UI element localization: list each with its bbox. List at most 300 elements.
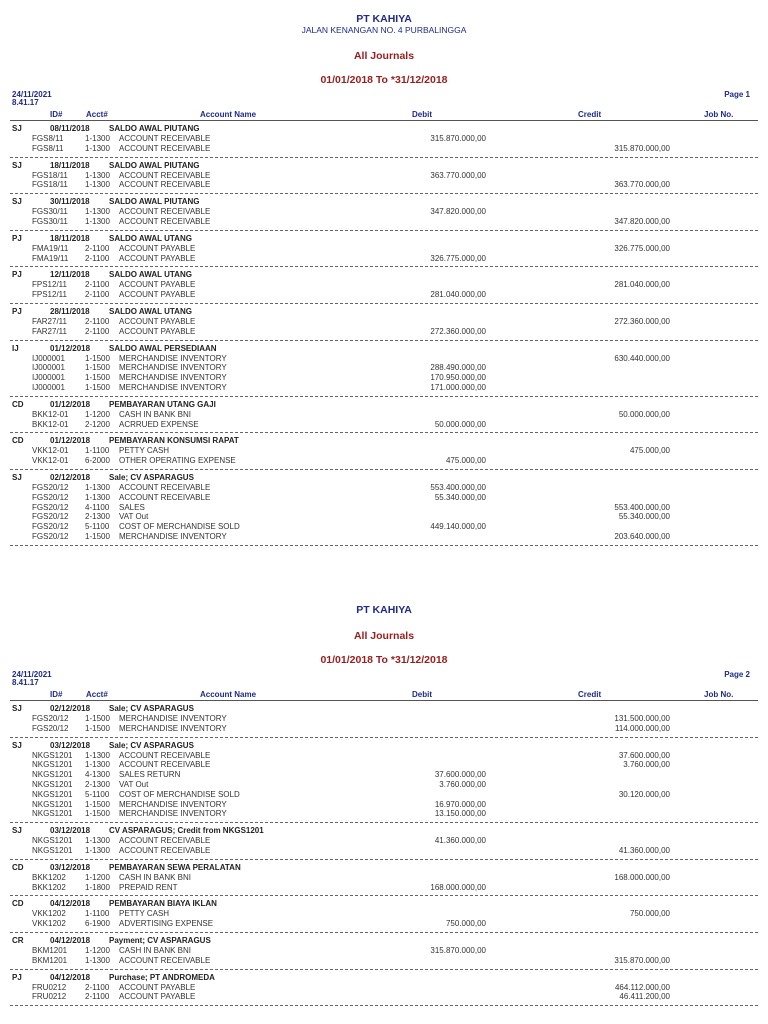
line-account-name: MERCHANDISE INVENTORY xyxy=(119,809,227,819)
col-credit: Credit xyxy=(578,110,602,119)
line-account-number: 1-1300 xyxy=(85,482,110,492)
entry-header xyxy=(10,826,758,836)
entry-header xyxy=(10,161,758,171)
line-account-number: 2-1300 xyxy=(85,512,110,522)
report-page-2 xyxy=(0,598,768,1006)
line-account-name: MERCHANDISE INVENTORY xyxy=(119,714,227,723)
line-account-name: VAT Out xyxy=(119,779,149,789)
line-id: IJ000001 xyxy=(32,373,65,383)
journal-line xyxy=(10,909,758,919)
line-account-number: 2-1300 xyxy=(85,779,110,789)
line-account-name: ACCOUNT RECEIVABLE xyxy=(119,955,211,965)
line-account-number: 5-1100 xyxy=(85,789,110,799)
entry-memo: SALDO AWAL PIUTANG xyxy=(109,124,200,133)
journal-line xyxy=(10,217,758,227)
source-code: PJ xyxy=(12,306,22,316)
line-account-name: ACCOUNT PAYABLE xyxy=(119,992,196,1002)
source-code: CD xyxy=(12,399,24,409)
journal-line xyxy=(10,760,758,770)
journal-line xyxy=(10,483,758,493)
line-credit: 315.870.000,00 xyxy=(614,955,670,965)
entry-memo: Purchase; PT ANDROMEDA xyxy=(109,972,215,982)
line-credit: 55.340.000,00 xyxy=(618,512,670,522)
col-job-no: Job No. xyxy=(704,690,734,699)
date-range: 01/01/2018 To *31/12/2018 xyxy=(320,654,448,666)
line-account-number: 1-1500 xyxy=(85,363,110,373)
line-debit: 363.770.000,00 xyxy=(430,170,486,180)
journal-line xyxy=(10,493,758,503)
entry-date: 08/11/2018 xyxy=(50,124,90,133)
line-debit: 326.775.000,00 xyxy=(430,253,486,263)
line-account-name: MERCHANDISE INVENTORY xyxy=(119,353,227,363)
line-id: FAR27/11 xyxy=(32,326,67,336)
journal-line xyxy=(10,846,758,856)
line-account-name: CASH IN BANK BNI xyxy=(119,409,192,419)
line-account-number: 1-1500 xyxy=(85,799,110,809)
line-credit: 363.770.000,00 xyxy=(614,180,670,190)
line-id: FGS20/12 xyxy=(32,723,69,733)
line-account-number: 1-1300 xyxy=(85,492,110,502)
entry-date: 01/12/2018 xyxy=(50,343,91,353)
journal-line xyxy=(10,144,758,154)
line-id: NKGS1201 xyxy=(32,779,73,789)
source-code: CR xyxy=(12,935,24,945)
entry-header xyxy=(10,124,758,134)
entry-header xyxy=(10,307,758,317)
journal-line xyxy=(10,532,758,542)
line-account-number: 4-1300 xyxy=(85,770,110,780)
line-debit: 13.150.000,00 xyxy=(434,809,486,819)
line-account-name: PETTY CASH xyxy=(119,909,170,919)
journal-line xyxy=(10,420,758,430)
line-id: FAR27/11 xyxy=(32,316,67,326)
line-account-number: 1-1100 xyxy=(85,446,110,456)
source-code: CD xyxy=(12,436,24,446)
journal-line xyxy=(10,383,758,393)
col-acct: Acct# xyxy=(86,690,108,699)
entry-memo: Sale; CV ASPARAGUS xyxy=(109,704,194,713)
line-credit: 347.820.000,00 xyxy=(614,216,670,226)
journal-line xyxy=(10,883,758,893)
line-credit: 50.000.000,00 xyxy=(618,409,670,419)
journal-entry xyxy=(10,267,758,304)
journal-entry xyxy=(10,194,758,231)
line-account-name: MERCHANDISE INVENTORY xyxy=(119,382,227,392)
line-debit: 288.490.000,00 xyxy=(430,363,486,373)
line-debit: 37.600.000,00 xyxy=(434,770,486,780)
line-id: FGS8/11 xyxy=(32,143,64,153)
line-id: VKK12-01 xyxy=(32,456,69,466)
line-account-name: CASH IN BANK BNI xyxy=(119,945,192,955)
line-account-number: 1-1300 xyxy=(85,143,110,153)
line-account-number: 1-1300 xyxy=(85,836,110,846)
journal-line xyxy=(10,280,758,290)
line-credit: 168.000.000,00 xyxy=(614,872,670,882)
line-account-number: 2-1100 xyxy=(85,290,110,300)
col-debit: Debit xyxy=(412,110,432,119)
line-debit: 168.000.000,00 xyxy=(430,882,486,892)
entry-memo: PEMBAYARAN SEWA PERALATAN xyxy=(109,862,241,872)
line-credit: 272.360.000,00 xyxy=(614,316,670,326)
line-credit: 464.112.000,00 xyxy=(614,982,670,992)
journal-line xyxy=(10,180,758,190)
line-id: BKK12-01 xyxy=(32,409,69,419)
company-name: PT KAHIYA xyxy=(356,604,412,616)
journal-line xyxy=(10,354,758,364)
journal-entry xyxy=(10,341,758,397)
line-account-name: ACCOUNT PAYABLE xyxy=(119,253,196,263)
line-id: BKK12-01 xyxy=(32,419,69,429)
line-account-number: 1-1300 xyxy=(85,750,110,760)
line-id: BKM1201 xyxy=(32,945,68,955)
report-title: All Journals xyxy=(353,630,415,642)
entry-date: 28/11/2018 xyxy=(50,306,90,316)
col-account-name: Account Name xyxy=(200,110,257,119)
entry-date: 04/12/2018 xyxy=(50,899,91,909)
line-credit: 3.760.000,00 xyxy=(623,760,670,770)
line-debit: 315.870.000,00 xyxy=(430,945,486,955)
source-code: CD xyxy=(12,862,24,872)
line-account-name: ACCOUNT PAYABLE xyxy=(119,316,196,326)
line-id: NKGS1201 xyxy=(32,809,73,819)
entry-header xyxy=(10,973,758,983)
line-account-number: 1-1300 xyxy=(85,955,110,965)
entry-memo: SALDO AWAL UTANG xyxy=(109,270,192,280)
entry-memo: SALDO AWAL PERSEDIAAN xyxy=(109,343,217,353)
line-account-number: 1-1500 xyxy=(85,373,110,383)
print-time: 8.41.17 xyxy=(12,678,39,687)
journal-line xyxy=(10,456,758,466)
journal-entry xyxy=(10,158,758,195)
entry-header xyxy=(10,270,758,280)
journal-entry xyxy=(10,933,758,970)
journal-line xyxy=(10,446,758,456)
line-account-name: OTHER OPERATING EXPENSE xyxy=(119,456,236,466)
col-id: ID# xyxy=(50,690,63,699)
journal-line xyxy=(10,134,758,144)
line-account-number: 2-1100 xyxy=(85,316,110,326)
print-meta xyxy=(0,90,768,110)
line-account-number: 6-2000 xyxy=(85,456,110,466)
line-account-name: ACCOUNT RECEIVABLE xyxy=(119,492,211,502)
line-id: FGS18/11 xyxy=(32,180,68,190)
line-id: NKGS1201 xyxy=(32,799,73,809)
line-account-name: MERCHANDISE INVENTORY xyxy=(119,799,227,809)
col-job-no: Job No. xyxy=(704,110,734,119)
line-account-number: 1-1800 xyxy=(85,882,110,892)
entry-date: 03/12/2018 xyxy=(50,826,91,836)
journal-entry xyxy=(10,470,758,546)
line-credit: 30.120.000,00 xyxy=(618,789,670,799)
line-id: VKK1202 xyxy=(32,909,66,919)
line-account-number: 1-1500 xyxy=(85,353,110,363)
line-debit: 41.360.000,00 xyxy=(434,836,486,846)
line-id: BKK1202 xyxy=(32,872,66,882)
line-account-name: ACCOUNT RECEIVABLE xyxy=(119,836,211,846)
source-code: PJ xyxy=(12,233,22,243)
line-id: FPS12/11 xyxy=(32,290,67,300)
line-account-name: ACCOUNT PAYABLE xyxy=(119,280,196,290)
line-id: FGS8/11 xyxy=(32,134,64,143)
line-account-number: 5-1100 xyxy=(85,522,110,532)
line-id: NKGS1201 xyxy=(32,760,73,770)
journal-line xyxy=(10,836,758,846)
line-account-number: 2-1100 xyxy=(85,243,110,253)
journal-line xyxy=(10,956,758,966)
entry-memo: Sale; CV ASPARAGUS xyxy=(109,472,194,482)
line-credit: 281.040.000,00 xyxy=(614,280,670,290)
line-account-number: 1-1300 xyxy=(85,180,110,190)
entry-date: 18/11/2018 xyxy=(50,160,90,170)
line-credit: 630.440.000,00 xyxy=(614,353,670,363)
line-account-name: ACCOUNT RECEIVABLE xyxy=(119,143,211,153)
journal-entry xyxy=(10,121,758,158)
line-account-number: 2-1100 xyxy=(85,982,110,992)
entry-memo: CV ASPARAGUS; Credit from NKGS1201 xyxy=(109,826,264,836)
line-id: IJ000001 xyxy=(32,382,65,392)
print-meta xyxy=(0,670,768,690)
journal-entry xyxy=(10,860,758,897)
journal-line xyxy=(10,992,758,1002)
line-account-number: 2-1100 xyxy=(85,992,110,1002)
source-code: SJ xyxy=(12,124,22,133)
journal-line xyxy=(10,800,758,810)
entry-header xyxy=(10,436,758,446)
entry-header xyxy=(10,704,758,714)
line-id: FGS18/11 xyxy=(32,170,68,180)
line-account-name: ACCOUNT RECEIVABLE xyxy=(119,482,211,492)
entry-header xyxy=(10,473,758,483)
line-account-name: ACCOUNT RECEIVABLE xyxy=(119,760,211,770)
entry-memo: SALDO AWAL PIUTANG xyxy=(109,197,200,207)
entry-header xyxy=(10,234,758,244)
page-number: Page 2 xyxy=(724,670,750,679)
line-debit: 449.140.000,00 xyxy=(430,522,486,532)
entry-date: 02/12/2018 xyxy=(50,472,91,482)
journal-line xyxy=(10,873,758,883)
line-account-name: MERCHANDISE INVENTORY xyxy=(119,363,227,373)
line-account-number: 1-1200 xyxy=(85,945,110,955)
line-account-name: SALES xyxy=(119,502,145,512)
entry-header xyxy=(10,936,758,946)
line-id: FGS20/12 xyxy=(32,512,69,522)
entry-date: 04/12/2018 xyxy=(50,935,91,945)
line-account-number: 2-1100 xyxy=(85,326,110,336)
column-header xyxy=(10,690,758,701)
line-id: FGS20/12 xyxy=(32,492,69,502)
line-debit: 750.000,00 xyxy=(445,919,486,929)
line-account-number: 1-1500 xyxy=(85,809,110,819)
line-account-number: 1-1500 xyxy=(85,382,110,392)
journal-entry xyxy=(10,738,758,824)
line-account-name: ACCOUNT PAYABLE xyxy=(119,243,196,253)
entry-date: 02/12/2018 xyxy=(50,704,91,713)
source-code: SJ xyxy=(12,197,22,207)
date-range: 01/01/2018 To *31/12/2018 xyxy=(320,74,448,86)
journal-entry xyxy=(10,433,758,470)
entry-header xyxy=(10,197,758,207)
line-id: NKGS1201 xyxy=(32,789,73,799)
source-code: SJ xyxy=(12,740,22,750)
entry-header xyxy=(10,863,758,873)
line-account-number: 4-1100 xyxy=(85,502,110,512)
line-credit: 46.411.200,00 xyxy=(619,992,670,1002)
journal-entry xyxy=(10,231,758,268)
line-account-number: 1-1300 xyxy=(85,760,110,770)
line-debit: 50.000.000,00 xyxy=(434,419,486,429)
col-id: ID# xyxy=(50,110,63,119)
entry-memo: Payment; CV ASPARAGUS xyxy=(109,935,211,945)
line-account-name: MERCHANDISE INVENTORY xyxy=(119,373,227,383)
line-id: FGS20/12 xyxy=(32,502,69,512)
line-account-name: ACCOUNT RECEIVABLE xyxy=(119,170,211,180)
line-account-number: 6-1900 xyxy=(85,919,110,929)
line-account-name: ACRRUED EXPENSE xyxy=(119,419,199,429)
entry-header xyxy=(10,400,758,410)
entry-memo: PEMBAYARAN KONSUMSI RAPAT xyxy=(109,436,239,446)
line-id: FMA19/11 xyxy=(32,253,69,263)
line-credit: 41.360.000,00 xyxy=(618,845,670,855)
journal-line xyxy=(10,503,758,513)
journal-line xyxy=(10,410,758,420)
journal-line xyxy=(10,770,758,780)
line-debit: 281.040.000,00 xyxy=(430,290,486,300)
journal-entry xyxy=(10,397,758,434)
journal-line xyxy=(10,317,758,327)
line-account-name: MERCHANDISE INVENTORY xyxy=(119,723,227,733)
line-credit: 553.400.000,00 xyxy=(614,502,670,512)
journal-line xyxy=(10,207,758,217)
journal-line xyxy=(10,946,758,956)
line-id: FGS30/11 xyxy=(32,207,68,217)
journal-entry xyxy=(10,304,758,341)
line-id: IJ000001 xyxy=(32,353,65,363)
line-account-number: 1-1500 xyxy=(85,723,110,733)
journal-line xyxy=(10,790,758,800)
entry-date: 03/12/2018 xyxy=(50,740,91,750)
print-time: 8.41.17 xyxy=(12,98,39,107)
entry-date: 18/11/2018 xyxy=(50,233,90,243)
line-credit: 326.775.000,00 xyxy=(614,243,670,253)
journal-line xyxy=(10,327,758,337)
line-debit: 171.000.000,00 xyxy=(430,382,486,392)
line-debit: 315.870.000,00 xyxy=(430,134,486,143)
line-account-name: ACCOUNT PAYABLE xyxy=(119,326,196,336)
source-code: IJ xyxy=(12,343,19,353)
line-account-name: ACCOUNT RECEIVABLE xyxy=(119,750,211,760)
line-account-number: 1-1300 xyxy=(85,216,110,226)
line-account-number: 1-1500 xyxy=(85,714,110,723)
entry-date: 03/12/2018 xyxy=(50,862,91,872)
journal-line xyxy=(10,780,758,790)
line-id: FGS20/12 xyxy=(32,522,69,532)
source-code: SJ xyxy=(12,472,22,482)
page-number: Page 1 xyxy=(724,90,750,99)
line-id: FGS30/11 xyxy=(32,216,68,226)
journal-line xyxy=(10,363,758,373)
line-account-number: 1-1500 xyxy=(85,531,110,541)
journal-list xyxy=(10,701,758,1006)
entry-memo: Sale; CV ASPARAGUS xyxy=(109,740,194,750)
line-id: NKGS1201 xyxy=(32,750,73,760)
entry-date: 30/11/2018 xyxy=(50,197,90,207)
line-id: VKK12-01 xyxy=(32,446,69,456)
entry-header xyxy=(10,899,758,909)
journal-entry xyxy=(10,970,758,1007)
line-account-name: SALES RETURN xyxy=(119,770,181,780)
line-account-name: CASH IN BANK BNI xyxy=(119,872,192,882)
line-credit: 315.870.000,00 xyxy=(614,143,670,153)
col-acct: Acct# xyxy=(86,110,108,119)
line-account-name: ACCOUNT RECEIVABLE xyxy=(119,216,211,226)
entry-date: 01/12/2018 xyxy=(50,436,91,446)
line-account-number: 1-1300 xyxy=(85,207,110,217)
company-address: JALAN KENANGAN NO. 4 PURBALINGGA xyxy=(301,25,467,35)
col-credit: Credit xyxy=(578,690,602,699)
journal-line xyxy=(10,512,758,522)
entry-date: 01/12/2018 xyxy=(50,399,91,409)
entry-memo: SALDO AWAL UTANG xyxy=(109,306,192,316)
line-id: NKGS1201 xyxy=(32,845,73,855)
journal-line xyxy=(10,724,758,734)
line-id: FRU0212 xyxy=(32,982,67,992)
line-account-number: 1-1200 xyxy=(85,409,110,419)
line-debit: 16.970.000,00 xyxy=(434,799,486,809)
journal-entry xyxy=(10,701,758,738)
entry-date: 04/12/2018 xyxy=(50,972,91,982)
company-name: PT KAHIYA xyxy=(356,13,412,25)
line-debit: 553.400.000,00 xyxy=(430,482,486,492)
journal-line xyxy=(10,522,758,532)
source-code: PJ xyxy=(12,972,22,982)
source-code: SJ xyxy=(12,160,22,170)
line-id: FPS12/11 xyxy=(32,280,67,290)
line-credit: 114.000.000,00 xyxy=(614,723,670,733)
journal-line xyxy=(10,171,758,181)
journal-entry xyxy=(10,896,758,933)
entry-memo: SALDO AWAL PIUTANG xyxy=(109,160,200,170)
line-account-name: PREPAID RENT xyxy=(119,882,178,892)
line-id: FGS20/12 xyxy=(32,531,69,541)
line-account-number: 1-1300 xyxy=(85,845,110,855)
source-code: SJ xyxy=(12,704,22,713)
line-id: FRU0212 xyxy=(32,992,67,1002)
line-credit: 475.000,00 xyxy=(629,446,670,456)
line-id: IJ000001 xyxy=(32,363,65,373)
journal-line xyxy=(10,983,758,993)
line-account-number: 1-1200 xyxy=(85,872,110,882)
line-debit: 475.000,00 xyxy=(445,456,486,466)
source-code: CD xyxy=(12,899,24,909)
line-account-name: ACCOUNT RECEIVABLE xyxy=(119,845,211,855)
line-debit: 55.340.000,00 xyxy=(434,492,486,502)
line-credit: 203.640.000,00 xyxy=(614,531,670,541)
line-account-name: ACCOUNT RECEIVABLE xyxy=(119,207,211,217)
line-account-name: ADVERTISING EXPENSE xyxy=(119,919,214,929)
line-credit: 37.600.000,00 xyxy=(618,750,670,760)
print-date: 24/11/2021 xyxy=(12,670,52,679)
line-account-number: 2-1100 xyxy=(85,253,110,263)
col-account-name: Account Name xyxy=(200,690,257,699)
entry-memo: PEMBAYARAN BIAYA IKLAN xyxy=(109,899,217,909)
line-account-number: 2-1100 xyxy=(85,280,110,290)
line-account-number: 1-1300 xyxy=(85,170,110,180)
line-id: FGS20/12 xyxy=(32,714,69,723)
line-id: VKK1202 xyxy=(32,919,66,929)
journal-line xyxy=(10,751,758,761)
line-id: BKM1201 xyxy=(32,955,68,965)
line-debit: 272.360.000,00 xyxy=(430,326,486,336)
